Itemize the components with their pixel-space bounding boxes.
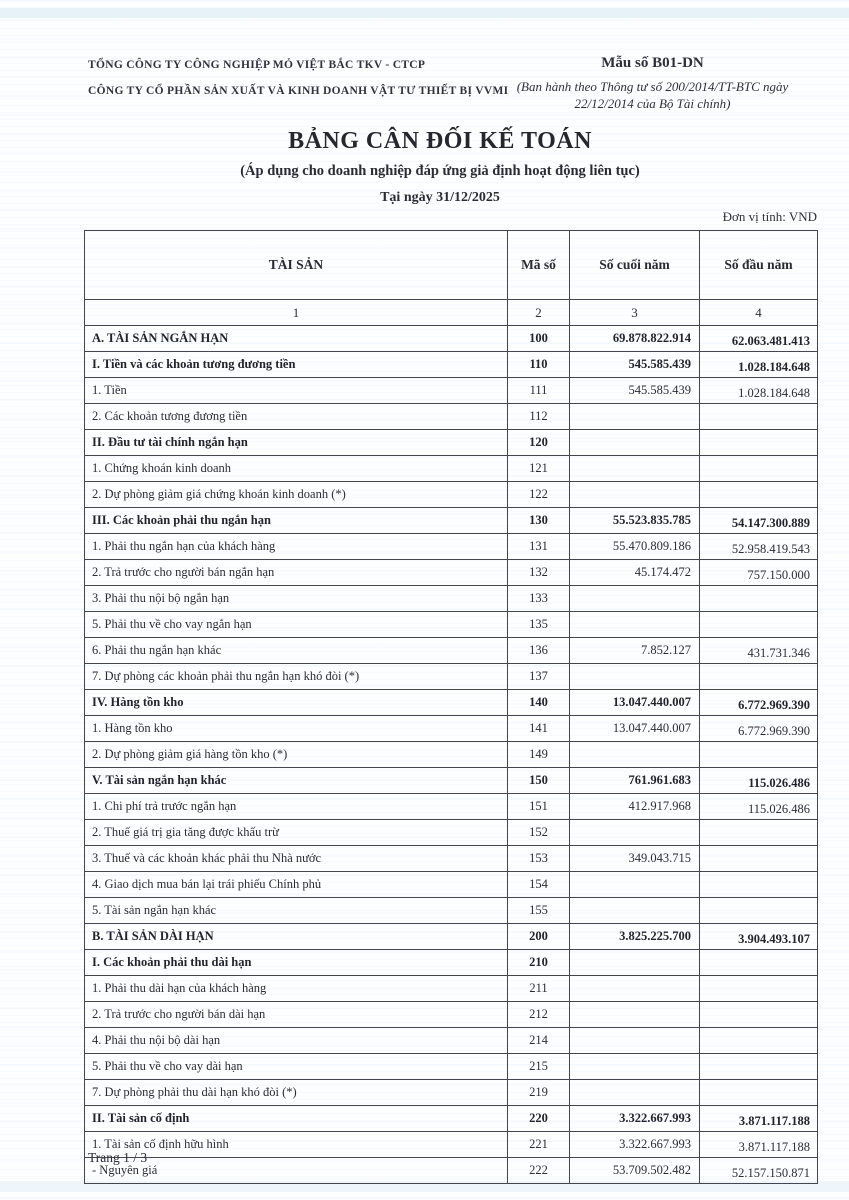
row-label: A. TÀI SẢN NGẮN HẠN	[85, 326, 508, 352]
table-row	[85, 638, 818, 664]
row-code: 155	[508, 898, 570, 924]
row-code: 215	[508, 1054, 570, 1080]
column-index-4: 4	[700, 300, 818, 326]
row-code: 152	[508, 820, 570, 846]
row-begin-value: 115.026.486	[700, 794, 818, 820]
table-row	[85, 846, 818, 872]
row-code: 153	[508, 846, 570, 872]
row-label: 2. Dự phòng giảm giá chứng khoán kinh doanh (*)	[85, 482, 508, 508]
row-begin-value: 3.904.493.107	[700, 924, 818, 950]
row-code: 212	[508, 1002, 570, 1028]
table-row	[85, 1028, 818, 1054]
row-begin-value: 52.157.150.871	[700, 1158, 818, 1184]
row-begin-value: 52.958.419.543	[700, 534, 818, 560]
row-code: 132	[508, 560, 570, 586]
row-end-value: 7.852.127	[570, 638, 700, 664]
row-label: II. Đầu tư tài chính ngắn hạn	[85, 430, 508, 456]
company-line2: CÔNG TY CỔ PHẦN SẢN XUẤT VÀ KINH DOANH VẬT TƯ THIẾT BỊ VVMI	[88, 85, 509, 97]
row-label: 5. Phải thu về cho vay ngắn hạn	[85, 612, 508, 638]
row-end-value	[570, 1028, 700, 1054]
row-begin-value	[700, 482, 818, 508]
row-label: V. Tài sản ngắn hạn khác	[85, 768, 508, 794]
row-code: 150	[508, 768, 570, 794]
row-begin-value: 1.028.184.648	[700, 378, 818, 404]
scan-artifact-band-top	[0, 8, 849, 18]
row-end-value	[570, 482, 700, 508]
row-end-value	[570, 950, 700, 976]
table-row	[85, 768, 818, 794]
row-begin-value	[700, 586, 818, 612]
row-end-value	[570, 586, 700, 612]
row-end-value	[570, 898, 700, 924]
row-begin-value: 3.871.117.188	[700, 1106, 818, 1132]
row-end-value	[570, 820, 700, 846]
column-header-assets: TÀI SẢN	[85, 231, 508, 300]
table-row	[85, 560, 818, 586]
row-label: 5. Tài sản ngắn hạn khác	[85, 898, 508, 924]
row-begin-value	[700, 1054, 818, 1080]
row-code: 111	[508, 378, 570, 404]
table-row	[85, 482, 818, 508]
row-end-value: 545.585.439	[570, 378, 700, 404]
table-row	[85, 950, 818, 976]
currency-unit-label: Đơn vị tính: VND	[722, 209, 817, 224]
row-begin-value: 1.028.184.648	[700, 352, 818, 378]
row-end-value	[570, 872, 700, 898]
row-label: 2. Thuế giá trị gia tăng được khấu trừ	[85, 820, 508, 846]
column-header-code: Mã số	[508, 231, 570, 300]
table-row	[85, 872, 818, 898]
row-label: III. Các khoản phải thu ngắn hạn	[85, 508, 508, 534]
form-note-line2: 22/12/2014 của Bộ Tài chính)	[574, 95, 731, 111]
company-header	[88, 52, 508, 104]
document-subtitle: (Áp dụng cho doanh nghiệp đáp ứng giả định hoạt động liên tục)	[240, 163, 640, 179]
row-end-value: 412.917.968	[570, 794, 700, 820]
row-end-value: 45.174.472	[570, 560, 700, 586]
row-label: IV. Hàng tồn kho	[85, 690, 508, 716]
table-row	[85, 1054, 818, 1080]
row-end-value	[570, 976, 700, 1002]
row-label: I. Các khoản phải thu dài hạn	[85, 950, 508, 976]
table-row	[85, 898, 818, 924]
table-body	[85, 326, 818, 1184]
table-row	[85, 352, 818, 378]
row-begin-value	[700, 976, 818, 1002]
row-end-value: 55.523.835.785	[570, 508, 700, 534]
table-row	[85, 820, 818, 846]
row-code: 121	[508, 456, 570, 482]
row-label: I. Tiền và các khoản tương đương tiền	[85, 352, 508, 378]
row-label: 2. Dự phòng giảm giá hàng tồn kho (*)	[85, 742, 508, 768]
row-code: 120	[508, 430, 570, 456]
row-code: 131	[508, 534, 570, 560]
table-row	[85, 1132, 818, 1158]
row-label: 2. Các khoản tương đương tiền	[85, 404, 508, 430]
table-row	[85, 326, 818, 352]
row-code: 112	[508, 404, 570, 430]
row-end-value	[570, 742, 700, 768]
table-row	[85, 976, 818, 1002]
row-code: 140	[508, 690, 570, 716]
row-end-value	[570, 1002, 700, 1028]
column-header-end-of-year: Số cuối năm	[570, 231, 700, 300]
table-row	[85, 378, 818, 404]
row-label: - Nguyên giá	[85, 1158, 508, 1184]
row-code: 210	[508, 950, 570, 976]
row-code: 211	[508, 976, 570, 1002]
row-label: B. TÀI SẢN DÀI HẠN	[85, 924, 508, 950]
row-end-value: 69.878.822.914	[570, 326, 700, 352]
row-begin-value: 757.150.000	[700, 560, 818, 586]
table-row	[85, 664, 818, 690]
table-row	[85, 430, 818, 456]
row-label: 3. Thuế và các khoản khác phải thu Nhà nước	[85, 846, 508, 872]
row-begin-value: 6.772.969.390	[700, 690, 818, 716]
row-begin-value	[700, 846, 818, 872]
table-row	[85, 742, 818, 768]
row-label: 3. Phải thu nội bộ ngắn hạn	[85, 586, 508, 612]
table-row	[85, 690, 818, 716]
row-code: 122	[508, 482, 570, 508]
row-code: 149	[508, 742, 570, 768]
row-end-value	[570, 1054, 700, 1080]
row-end-value	[570, 1080, 700, 1106]
row-end-value	[570, 664, 700, 690]
row-code: 135	[508, 612, 570, 638]
form-issuance-note	[480, 79, 825, 112]
row-end-value: 3.322.667.993	[570, 1106, 700, 1132]
balance-sheet-table	[84, 230, 818, 1184]
row-begin-value	[700, 664, 818, 690]
row-label: 4. Giao dịch mua bán lại trái phiếu Chính phủ	[85, 872, 508, 898]
column-index-2: 2	[508, 300, 570, 326]
row-code: 136	[508, 638, 570, 664]
row-begin-value	[700, 742, 818, 768]
row-code: 133	[508, 586, 570, 612]
row-label: 4. Phải thu nội bộ dài hạn	[85, 1028, 508, 1054]
row-label: 7. Dự phòng phải thu dài hạn khó đòi (*)	[85, 1080, 508, 1106]
row-label: 6. Phải thu ngắn hạn khác	[85, 638, 508, 664]
row-begin-value: 431.731.346	[700, 638, 818, 664]
column-index-3: 3	[570, 300, 700, 326]
row-end-value: 3.825.225.700	[570, 924, 700, 950]
row-code: 110	[508, 352, 570, 378]
row-label: 1. Phải thu dài hạn của khách hàng	[85, 976, 508, 1002]
row-begin-value	[700, 404, 818, 430]
table-row	[85, 924, 818, 950]
row-begin-value	[700, 1080, 818, 1106]
row-code: 100	[508, 326, 570, 352]
row-end-value: 13.047.440.007	[570, 716, 700, 742]
row-begin-value	[700, 872, 818, 898]
row-code: 154	[508, 872, 570, 898]
row-end-value: 53.709.502.482	[570, 1158, 700, 1184]
row-begin-value	[700, 820, 818, 846]
table-row	[85, 1158, 818, 1184]
row-begin-value	[700, 950, 818, 976]
row-code: 151	[508, 794, 570, 820]
row-label: 1. Phải thu ngắn hạn của khách hàng	[85, 534, 508, 560]
document-title: BẢNG CÂN ĐỐI KẾ TOÁN	[288, 128, 592, 154]
row-label: 2. Trả trước cho người bán dài hạn	[85, 1002, 508, 1028]
row-begin-value	[700, 612, 818, 638]
row-end-value	[570, 612, 700, 638]
row-end-value	[570, 456, 700, 482]
row-code: 221	[508, 1132, 570, 1158]
row-end-value: 3.322.667.993	[570, 1132, 700, 1158]
table-row	[85, 534, 818, 560]
table-row	[85, 716, 818, 742]
table-row	[85, 404, 818, 430]
row-label: 1. Tiền	[85, 378, 508, 404]
table-row	[85, 1106, 818, 1132]
table-row	[85, 612, 818, 638]
row-end-value: 349.043.715	[570, 846, 700, 872]
page-number-label: Trang 1 / 3	[88, 1150, 148, 1165]
table-row	[85, 794, 818, 820]
row-end-value: 13.047.440.007	[570, 690, 700, 716]
row-code: 137	[508, 664, 570, 690]
row-label: 1. Hàng tồn kho	[85, 716, 508, 742]
row-label: 1. Chứng khoán kinh doanh	[85, 456, 508, 482]
row-code: 222	[508, 1158, 570, 1184]
form-note-line1: (Ban hành theo Thông tư số 200/2014/TT-BTC ngày	[516, 79, 789, 94]
row-label: II. Tài sản cố định	[85, 1106, 508, 1132]
table-row	[85, 456, 818, 482]
table-header-row	[85, 231, 818, 300]
row-code: 220	[508, 1106, 570, 1132]
row-code: 214	[508, 1028, 570, 1054]
form-number: Mẫu số B01-DN	[601, 55, 704, 71]
row-end-value: 761.961.683	[570, 768, 700, 794]
row-begin-value	[700, 1028, 818, 1054]
table-row	[85, 508, 818, 534]
form-block	[480, 55, 825, 112]
row-label: 2. Trả trước cho người bán ngắn hạn	[85, 560, 508, 586]
row-begin-value: 115.026.486	[700, 768, 818, 794]
table-row	[85, 1080, 818, 1106]
row-label: 7. Dự phòng các khoản phải thu ngắn hạn khó đòi (*)	[85, 664, 508, 690]
row-code: 130	[508, 508, 570, 534]
row-begin-value	[700, 898, 818, 924]
row-begin-value: 3.871.117.188	[700, 1132, 818, 1158]
row-label: 1. Chi phí trả trước ngắn hạn	[85, 794, 508, 820]
column-header-start-of-year: Số đầu năm	[700, 231, 818, 300]
row-begin-value	[700, 456, 818, 482]
row-begin-value	[700, 430, 818, 456]
row-label: 1. Tài sản cố định hữu hình	[85, 1132, 508, 1158]
row-label: 5. Phải thu về cho vay dài hạn	[85, 1054, 508, 1080]
table-row	[85, 586, 818, 612]
column-index-row	[85, 300, 818, 326]
column-index-1: 1	[85, 300, 508, 326]
row-begin-value: 54.147.300.889	[700, 508, 818, 534]
row-code: 141	[508, 716, 570, 742]
table-row	[85, 1002, 818, 1028]
row-code: 219	[508, 1080, 570, 1106]
row-code: 200	[508, 924, 570, 950]
company-line1: TỔNG CÔNG TY CÔNG NGHIỆP MỎ VIỆT BẮC TKV - CTCP	[88, 59, 426, 71]
row-end-value: 55.470.809.186	[570, 534, 700, 560]
row-begin-value: 6.772.969.390	[700, 716, 818, 742]
row-begin-value	[700, 1002, 818, 1028]
row-end-value	[570, 404, 700, 430]
row-end-value	[570, 430, 700, 456]
row-end-value: 545.585.439	[570, 352, 700, 378]
row-begin-value: 62.063.481.413	[700, 326, 818, 352]
as-of-date: Tại ngày 31/12/2025	[380, 190, 500, 205]
